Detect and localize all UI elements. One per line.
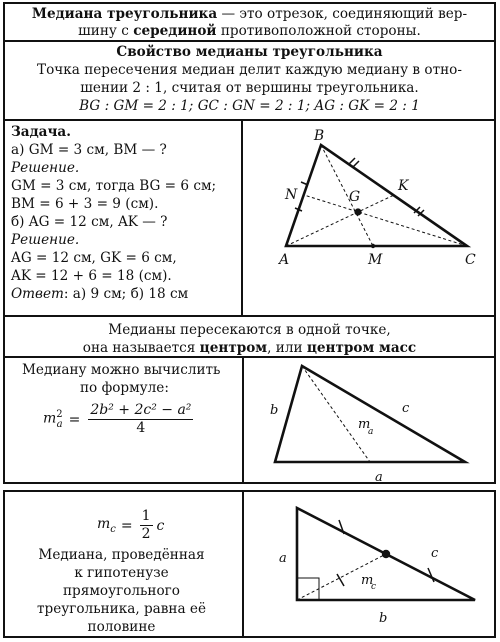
right-triangle-text: прямоугольного bbox=[63, 583, 180, 599]
point-g-dot bbox=[354, 208, 361, 215]
formula-half-den: 2 bbox=[141, 526, 151, 542]
right-triangle-text: Медиана, проведённая bbox=[38, 547, 205, 563]
point-label-m: M bbox=[368, 252, 383, 268]
formula-denominator: 4 bbox=[136, 420, 146, 436]
centroid-text-mid: , или bbox=[267, 340, 307, 356]
task-line: Решение. bbox=[11, 160, 80, 176]
triangle-median-diagram bbox=[244, 358, 496, 482]
property-box bbox=[3, 42, 496, 358]
task-line: AK = 12 + 6 = 18 (см). bbox=[11, 268, 172, 284]
centroid-line-1: Медианы пересекаются в одной точке, bbox=[108, 322, 391, 338]
formula-fraction bbox=[88, 402, 193, 437]
formula-c: c bbox=[156, 517, 165, 534]
median-label-m: m bbox=[358, 417, 371, 432]
formula-eq: = bbox=[68, 411, 81, 428]
formula-half-num: 1 bbox=[141, 508, 151, 524]
triangle-medians-diagram bbox=[243, 120, 494, 315]
side-label-c: c bbox=[402, 401, 410, 416]
point-label-n: N bbox=[285, 187, 298, 203]
divider bbox=[5, 315, 494, 317]
reference-sheet bbox=[3, 2, 496, 638]
side-label-b: b bbox=[270, 403, 279, 418]
definition-bold-word: серединой bbox=[133, 23, 217, 39]
point-label-g: G bbox=[349, 189, 361, 205]
formula-eq: = bbox=[120, 517, 133, 534]
median-label-sub: a bbox=[368, 427, 374, 437]
formula-half bbox=[140, 508, 153, 543]
task-line: а) GM = 3 см, BM — ? bbox=[11, 142, 167, 158]
property-line-1: Точка пересечения медиан делит каждую медиану в отно- bbox=[37, 62, 462, 78]
hypotenuse-midpoint-dot bbox=[382, 550, 390, 558]
formula-lhs-sub: a bbox=[56, 418, 63, 430]
right-triangle-text: к гипотенузе bbox=[74, 565, 169, 581]
task-line: AG = 12 см, GK = 6 см, bbox=[11, 250, 177, 266]
task-line: б) AG = 12 см, AK — ? bbox=[11, 214, 168, 230]
definition-text-2b: противоположной стороны. bbox=[216, 23, 421, 39]
median-label-m: m bbox=[361, 573, 374, 588]
task-line: BM = 6 + 3 = 9 (см). bbox=[11, 196, 159, 212]
point-m-dot bbox=[371, 244, 375, 248]
centroid-bold-2: центром масс bbox=[306, 340, 417, 356]
definition-box bbox=[3, 2, 496, 42]
point-label-k: K bbox=[398, 178, 409, 194]
centroid-bold-1: центром bbox=[199, 340, 268, 356]
definition-line-1 bbox=[5, 5, 494, 23]
hypotenuse-label-c: c bbox=[431, 546, 439, 561]
centroid-text-a: она называется bbox=[82, 340, 200, 356]
right-triangle-diagram bbox=[244, 492, 496, 638]
answer-text: : а) 9 см; б) 18 см bbox=[63, 286, 189, 302]
leg-label-a: a bbox=[279, 551, 287, 566]
vertex-label-c: C bbox=[465, 252, 476, 268]
right-triangle-box bbox=[3, 490, 496, 638]
definition-text-1: — это отрезок, соединяющий вер- bbox=[217, 6, 468, 22]
formula-intro-1: Медиану можно вычислить bbox=[22, 362, 221, 378]
formula-numerator: 2b² + 2c² − a² bbox=[90, 402, 192, 418]
right-triangle-text: треугольника, равна её bbox=[36, 601, 206, 617]
leg-label-b: b bbox=[379, 611, 388, 626]
centroid-line-2 bbox=[5, 339, 494, 357]
task-line: Решение. bbox=[11, 232, 80, 248]
median-formula bbox=[43, 402, 195, 437]
median-label-sub: c bbox=[371, 582, 377, 592]
side-label-a: a bbox=[375, 470, 383, 482]
property-line-2: шении 2 : 1, считая от вершины треугольника. bbox=[80, 80, 419, 96]
right-triangle-text: половине bbox=[87, 619, 156, 635]
formula-m bbox=[97, 516, 116, 535]
formula-m-letter: m bbox=[97, 516, 111, 533]
formula-lhs-m: m bbox=[43, 410, 57, 427]
property-ratios: BG : GM = 2 : 1; GC : GN = 2 : 1; AG : GK = 2 : 1 bbox=[79, 98, 420, 114]
hypotenuse-median-formula bbox=[97, 508, 164, 543]
definition-line-2 bbox=[5, 22, 494, 40]
task-line: GM = 3 см, тогда BG = 6 см; bbox=[11, 178, 217, 194]
formula-m-sub: c bbox=[110, 523, 116, 535]
formula-box bbox=[3, 358, 496, 484]
task-answer bbox=[11, 285, 188, 303]
vertex-label-b: B bbox=[313, 128, 325, 144]
definition-text-2a: шину с bbox=[78, 23, 134, 39]
formula-lhs-sup: 2 bbox=[56, 409, 63, 421]
formula-lhs bbox=[43, 409, 63, 429]
answer-label: Ответ bbox=[11, 286, 64, 302]
vertex-label-a: A bbox=[279, 252, 290, 268]
definition-term: Медиана треугольника bbox=[31, 6, 218, 22]
task-title: Задача. bbox=[11, 124, 71, 140]
property-title: Свойство медианы треугольника bbox=[116, 44, 383, 60]
formula-intro-2: по формуле: bbox=[80, 380, 169, 396]
